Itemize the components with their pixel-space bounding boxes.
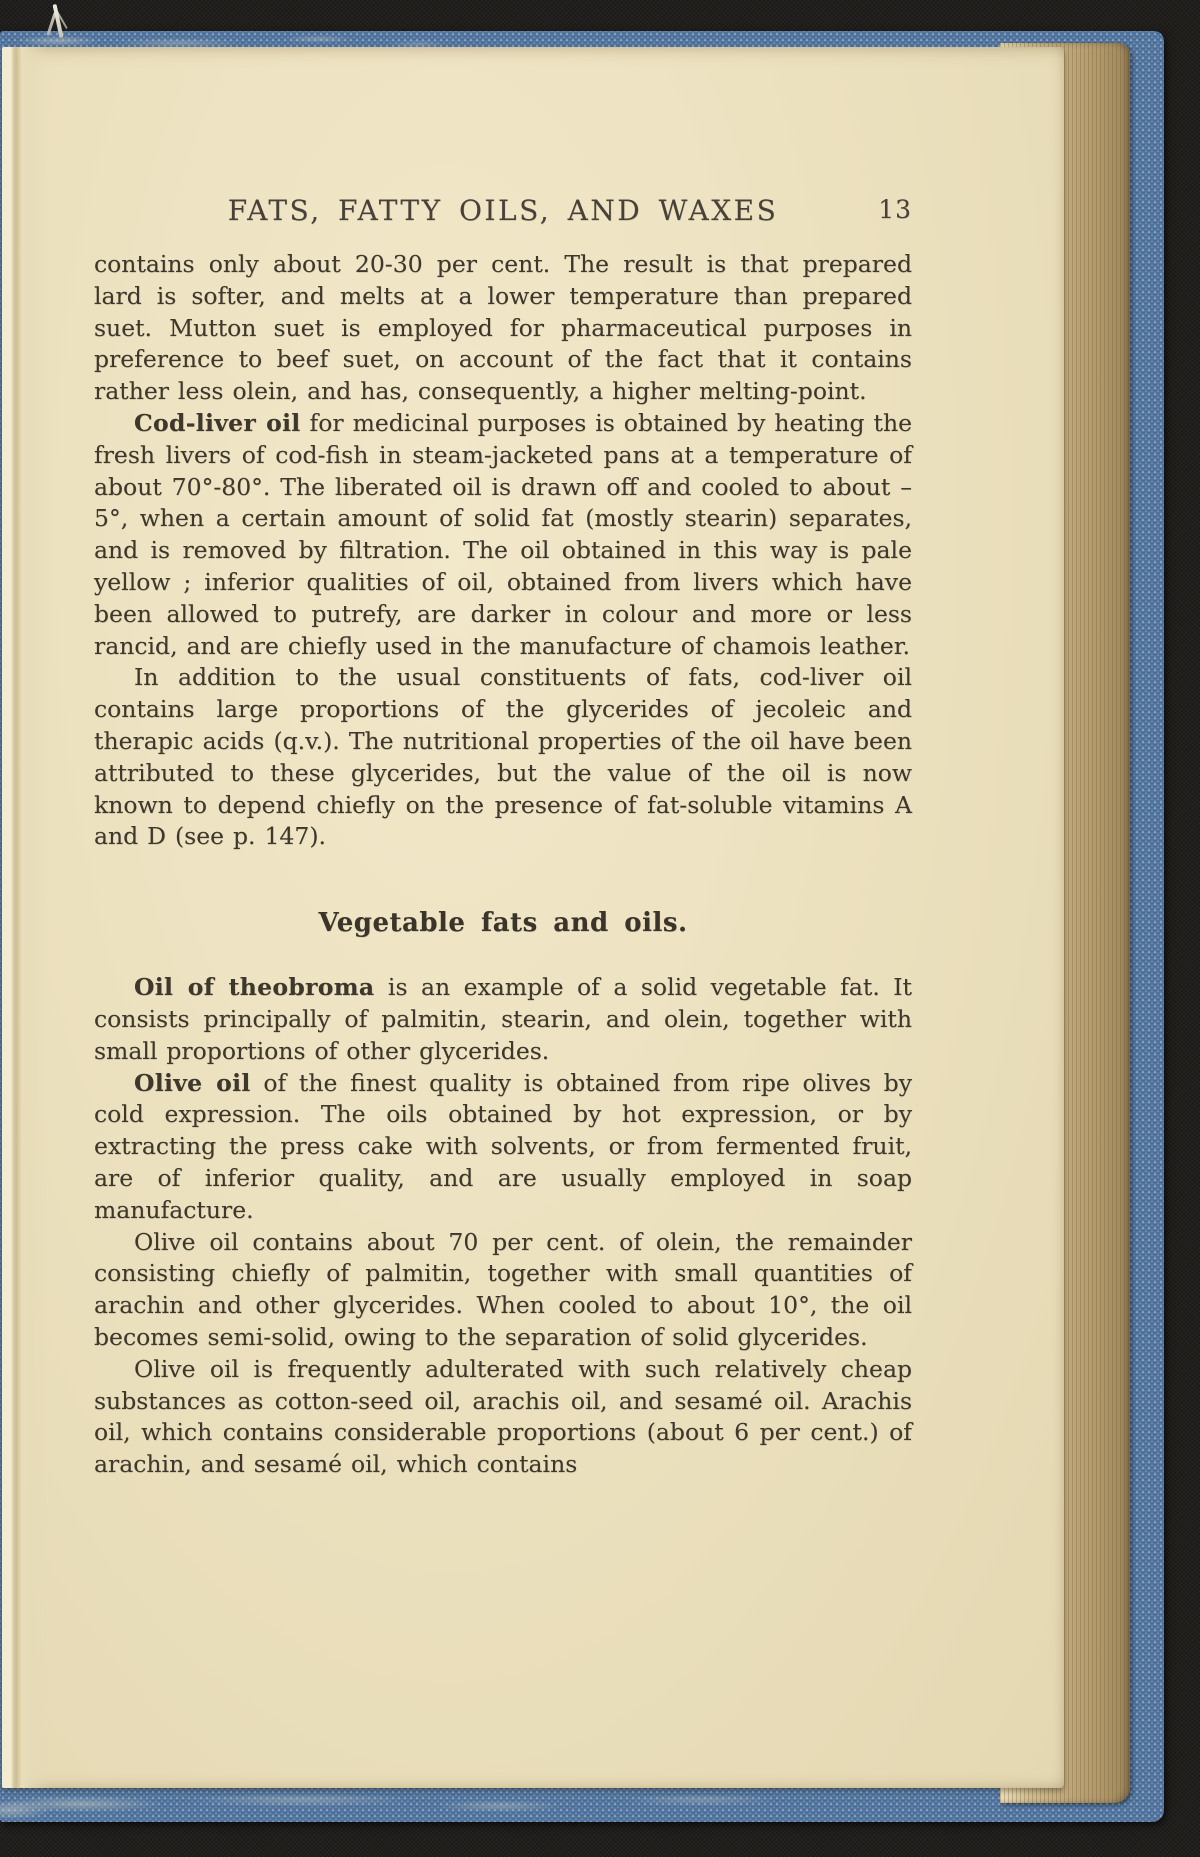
paragraph-text: In addition to the usual constituents of fats, cod-liver oil contains large proportions of the glycerides of jecoleic and therapic acids (q.v.). The nutritional properties of the oil have been attributed to these glycerides, but the value of the oil is now known to depend chiefly on the presence of fat-soluble vitamins A and D (see p. 147). [94, 663, 912, 851]
paragraph-olive-oil-composition [94, 1227, 912, 1354]
paragraph-lead-bold: Olive oil [134, 1068, 251, 1097]
paragraph-lead-bold: Oil of theobroma [134, 973, 375, 1002]
text-column [94, 47, 913, 1479]
running-head [94, 194, 912, 228]
paragraph-olive-oil-quality [94, 1068, 912, 1227]
running-head-title: FATS, FATTY OILS, AND WAXES [227, 194, 779, 227]
paragraph-text: Olive oil contains about 70 per cent. of olein, the remainder consisting chiefly of palmitin, together with small quantities of arachin and other glycerides. When cooled to about 10°, the oil becomes semi-solid, owing to the separation of solid glycerides. [94, 1227, 912, 1351]
paragraph-lead-bold: Cod-liver oil [134, 408, 301, 437]
paragraph-cod-liver-constituents [94, 662, 912, 853]
book-page [2, 47, 1064, 1788]
page-number: 13 [878, 195, 912, 224]
paragraph-text: is an example of a solid vegetable fat. It consists principally of palmitin, stearin, and olein, together with small proportions of other glycerides. [94, 973, 912, 1065]
paragraph-oil-of-theobroma [94, 972, 912, 1067]
paragraph-text: for medicinal purposes is obtained by heating the fresh livers of cod-fish in steam-jacketed pans at a temperature of about 70°-80°. The liberated oil is drawn off and cooled to about – 5°, when a certain amount of solid fat (mostly stearin) separates, and is removed by filtration. The oil obtained in this way is pale yellow ; inferior qualities of oil, obtained from livers which have been allowed to putrefy, are darker in colour and more or less rancid, and are chiefly used in the manufacture of chamois leather. [94, 408, 912, 660]
paragraph-text: contains only about 20-30 per cent. The result is that prepared lard is softer, and melts at a lower temperature than prepared suet. Mutton suet is employed for pharmaceutical purposes in preference to beef suet, on account of the fact that it contains rather less olein, and has, consequently, a higher melting-point. [94, 250, 912, 406]
paragraph-text: Olive oil is frequently adulterated with such relatively cheap substances as cotton-seed oil, arachis oil, and sesamé oil. Arachis oil, which contains considerable proportions (about 6 per cent.) of arachin, and sesamé oil, which contains [94, 1354, 912, 1479]
paragraph-text: of the finest quality is obtained from ripe olives by cold expression. The oils obtained by hot expression, or by extracting the press cake with solvents, or from fermented fruit, are of inferior quality, and are usually employed in soap manufacture. [94, 1068, 913, 1224]
paragraph-cod-liver-oil [94, 408, 912, 662]
paragraph-lard-suet [94, 249, 912, 408]
body-text [94, 249, 912, 1481]
paragraph-olive-oil-adulteration [94, 1354, 912, 1481]
page-gutter-shadow [2, 47, 48, 1788]
section-heading: Vegetable fats and oils. [318, 908, 688, 939]
